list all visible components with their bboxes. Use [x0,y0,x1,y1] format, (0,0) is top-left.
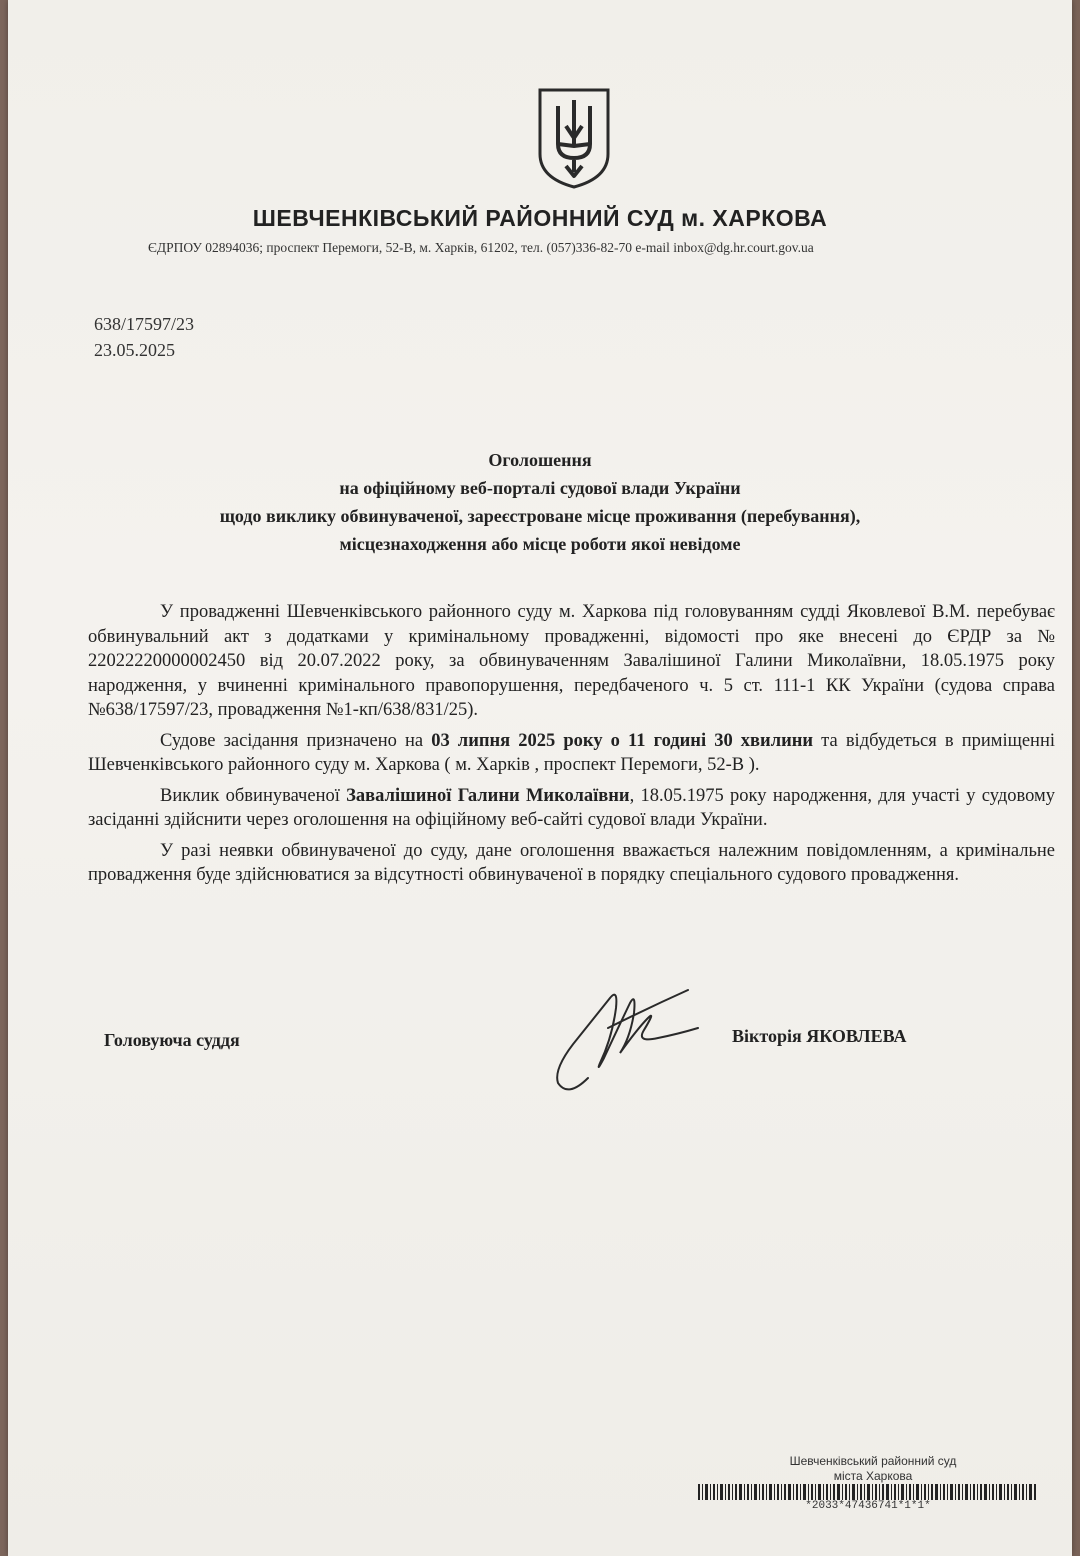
paragraph-1: У провадженні Шевченківського районного суду м. Харкова під головуванням судді Яковлевої В.М. перебуває обвинувальний акт з додатками у кримінальному провадженні, відомості про яке внесені до ЄРДР за № 22022220000002450 від 20.07.2022 року, за обвинуваченням Завалішиної Галини Миколаївни, 18.05.1975 року народження, у вчиненні кримінального правопорушення, передбаченого ч. 5 ст. 111-1 КК України (судова справа №638/17597/23, провадження №1-кп/638/831/25). [88,602,1055,720]
heading-line-2: на офіційному веб-порталі судової влади України [339,478,741,498]
heading-line-1: Оголошення [488,450,592,470]
announcement-heading [8,446,1072,558]
paragraph-2-text: Судове засідання призначено на [160,730,432,751]
registry-stamp-line-2: міста Харкова [833,1469,913,1483]
barcode-icon [698,1484,1038,1500]
coat-of-arms-icon [536,86,612,190]
paragraph-3-text-end: , 18.05.1975 року народження, для участі у судовому засіданні здійснити через оголошення на офіційному веб-сайті судової влади України. [88,785,1055,830]
document-sheet [8,0,1072,1556]
barcode-number: *2033*47436741*1*1* [805,1500,931,1512]
hearing-datetime: 03 липня 2025 року о 11 годині 30 хвилини [431,730,814,751]
announcement-body [88,600,1055,894]
court-contact-info: ЄДРПОУ 02894036; проспект Перемоги, 52-В, м. Харків, 61202, тел. (057)336-82-70 e-mail inbox@dg.hr.court.gov.ua [148,240,814,255]
paragraph-3 [88,784,1055,833]
court-name: ШЕВЧЕНКІВСЬКИЙ РАЙОННИЙ СУД м. ХАРКОВА [252,205,828,231]
heading-line-3: щодо виклику обвинуваченої, зареєстроване місце проживання (перебування), [219,506,861,526]
case-number: 638/17597/23 [94,314,195,334]
case-date: 23.05.2025 [94,340,175,360]
paragraph-2-text-end: та відбудеться в приміщенні Шевченківського районного суду м. Харкова ( м. Харків , проспект Перемоги, 52-В ). [88,730,1056,775]
judge-role: Головуюча суддя [104,1030,240,1050]
paragraph-3-text: Виклик обвинуваченої [160,785,347,806]
handwritten-signature [548,968,708,1108]
registry-stamp-line-1: Шевченківський районний суд [789,1454,957,1468]
accused-name: Завалішиної Галини Миколаївни [346,785,630,806]
paragraph-4: У разі неявки обвинуваченої до суду, дане оголошення вважається належним повідомленням, а кримінальне провадження буде здійснюватися за відсутності обвинуваченої в порядку спеціального судового провадження. [88,840,1055,885]
heading-line-4: місцезнаходження або місце роботи якої невідоме [339,534,741,554]
judge-name: Вікторія ЯКОВЛЕВА [732,1026,907,1046]
paragraph-2 [88,729,1055,778]
